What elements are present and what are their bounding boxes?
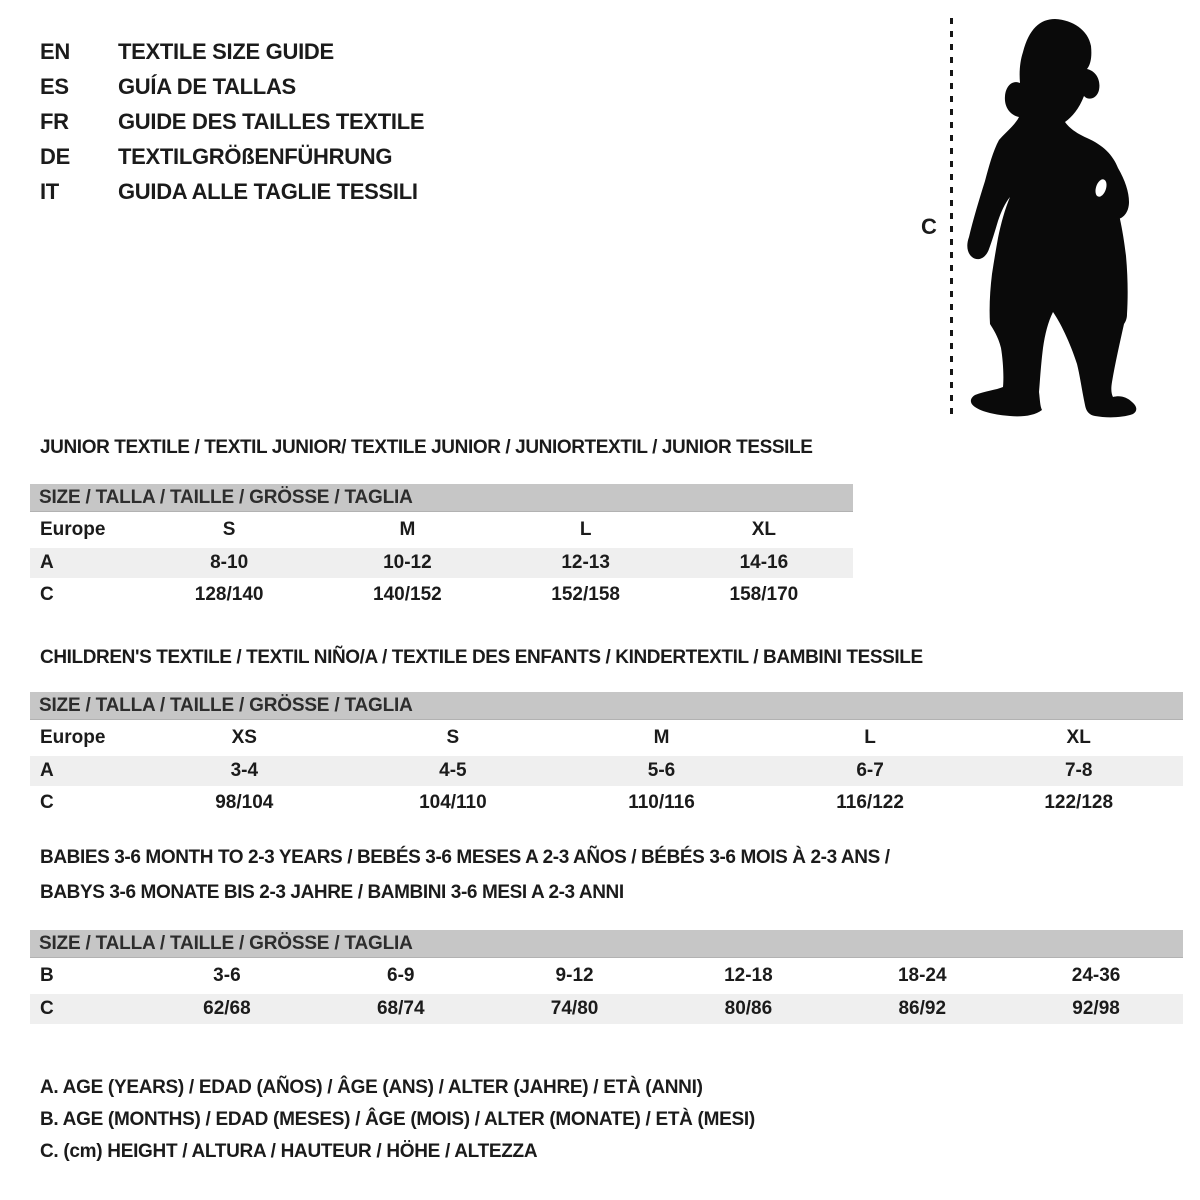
size-cell: XL xyxy=(751,519,777,540)
size-cell: M xyxy=(653,727,670,748)
row-label: C xyxy=(40,792,54,813)
note-height-cm: C. (cm) HEIGHT / ALTURA / HAUTEUR / HÖHE / ALTEZZA xyxy=(40,1141,538,1162)
value-cell: 7-8 xyxy=(1064,760,1093,781)
value-cell: 158/170 xyxy=(729,584,799,605)
guide-title: TEXTILGRÖßENFÜHRUNG xyxy=(118,143,393,169)
children-size-table xyxy=(30,692,1183,820)
value-cell: 10-12 xyxy=(383,552,432,573)
value-cell: 9-12 xyxy=(555,965,594,986)
table-row xyxy=(30,958,1183,994)
height-measure-label: C xyxy=(921,214,937,239)
value-cell: 80/86 xyxy=(724,998,773,1019)
section-heading-junior: JUNIOR TEXTILE / TEXTIL JUNIOR/ TEXTILE JUNIOR / JUNIORTEXTIL / JUNIOR TESSILE xyxy=(40,437,813,458)
toddler-silhouette xyxy=(960,16,1150,420)
section-heading-babies xyxy=(40,840,890,910)
language-row xyxy=(40,104,424,139)
guide-title: GUIDA ALLE TAGLIE TESSILI xyxy=(118,178,418,204)
size-cell: XS xyxy=(231,727,257,748)
table-row xyxy=(30,756,1183,786)
value-cell: 68/74 xyxy=(376,998,425,1019)
value-cell: 104/110 xyxy=(419,792,487,813)
row-label: A xyxy=(40,552,54,573)
table-row xyxy=(30,548,853,578)
value-cell: 24-36 xyxy=(1071,965,1121,986)
value-cell: 116/122 xyxy=(836,792,904,813)
language-code: EN xyxy=(40,38,70,64)
junior-size-table xyxy=(30,484,853,612)
table-row xyxy=(30,994,1183,1024)
row-label: B xyxy=(40,965,54,986)
language-row xyxy=(40,69,424,104)
value-cell: 140/152 xyxy=(373,584,442,605)
value-cell: 122/128 xyxy=(1044,792,1114,813)
guide-title: GUÍA DE TALLAS xyxy=(118,73,296,99)
value-cell: 86/92 xyxy=(898,998,947,1019)
size-cell: M xyxy=(399,519,416,540)
value-cell: 110/116 xyxy=(628,792,695,813)
value-cell: 98/104 xyxy=(215,792,274,813)
value-cell: 12-13 xyxy=(561,552,610,573)
value-cell: 3-4 xyxy=(230,760,259,781)
size-cell: S xyxy=(222,519,236,540)
babies-heading-line1: BABIES 3-6 MONTH TO 2-3 YEARS / BEBÉS 3-6 MESES A 2-3 AÑOS / BÉBÉS 3-6 MOIS À 2-3 ANS / xyxy=(40,847,890,868)
value-cell: 92/98 xyxy=(1072,998,1120,1019)
value-cell: 6-9 xyxy=(387,965,415,986)
language-title-list xyxy=(40,34,424,209)
note-age-years: A. AGE (YEARS) / EDAD (AÑOS) / ÂGE (ANS) / ALTER (JAHRE) / ETÀ (ANNI) xyxy=(40,1077,703,1098)
table-row xyxy=(30,720,1183,756)
size-header-bar: SIZE / TALLA / TAILLE / GRÖSSE / TAGLIA xyxy=(30,930,1183,958)
section-heading-children: CHILDREN'S TEXTILE / TEXTIL NIÑO/A / TEXTILE DES ENFANTS / KINDERTEXTIL / BAMBINI TESSILE xyxy=(40,647,923,668)
size-cell: XL xyxy=(1066,727,1091,748)
row-label: Europe xyxy=(40,727,106,748)
note-age-months: B. AGE (MONTHS) / EDAD (MESES) / ÂGE (MOIS) / ALTER (MONATE) / ETÀ (MESI) xyxy=(40,1109,755,1130)
value-cell: 8-10 xyxy=(210,552,249,573)
row-label: C xyxy=(40,998,54,1019)
language-row xyxy=(40,139,424,174)
language-code: IT xyxy=(40,178,59,204)
language-row xyxy=(40,34,424,69)
row-label: C xyxy=(40,584,54,605)
language-code: ES xyxy=(40,73,69,99)
value-cell: 62/68 xyxy=(203,998,251,1019)
table-row xyxy=(30,512,853,548)
value-cell: 5-6 xyxy=(647,760,676,781)
row-label: A xyxy=(40,760,54,781)
size-header-bar: SIZE / TALLA / TAILLE / GRÖSSE / TAGLIA xyxy=(30,484,853,512)
language-row xyxy=(40,174,424,209)
legend-notes xyxy=(40,1072,755,1168)
value-cell: 128/140 xyxy=(194,584,264,605)
value-cell: 12-18 xyxy=(724,965,773,986)
value-cell: 18-24 xyxy=(897,965,947,986)
size-cell: L xyxy=(579,519,592,540)
value-cell: 14-16 xyxy=(739,552,789,573)
guide-title: TEXTILE SIZE GUIDE xyxy=(118,38,334,64)
value-cell: 6-7 xyxy=(856,760,884,781)
language-code: FR xyxy=(40,108,69,134)
babies-size-table xyxy=(30,930,1183,1024)
size-header-bar: SIZE / TALLA / TAILLE / GRÖSSE / TAGLIA xyxy=(30,692,1183,720)
value-cell: 152/158 xyxy=(551,584,620,605)
row-label: Europe xyxy=(40,519,106,540)
height-measure-dashed-line xyxy=(950,18,953,416)
value-cell: 3-6 xyxy=(213,965,241,986)
value-cell: 4-5 xyxy=(439,760,467,781)
size-cell: S xyxy=(446,727,460,748)
table-row xyxy=(30,786,1183,820)
babies-heading-line2: BABYS 3-6 MONATE BIS 2-3 JAHRE / BAMBINI 3-6 MESI A 2-3 ANNI xyxy=(40,882,624,903)
table-row xyxy=(30,578,853,612)
size-cell: L xyxy=(864,727,876,748)
language-code: DE xyxy=(40,143,70,169)
guide-title: GUIDE DES TAILLES TEXTILE xyxy=(118,108,425,134)
value-cell: 74/80 xyxy=(550,998,599,1019)
